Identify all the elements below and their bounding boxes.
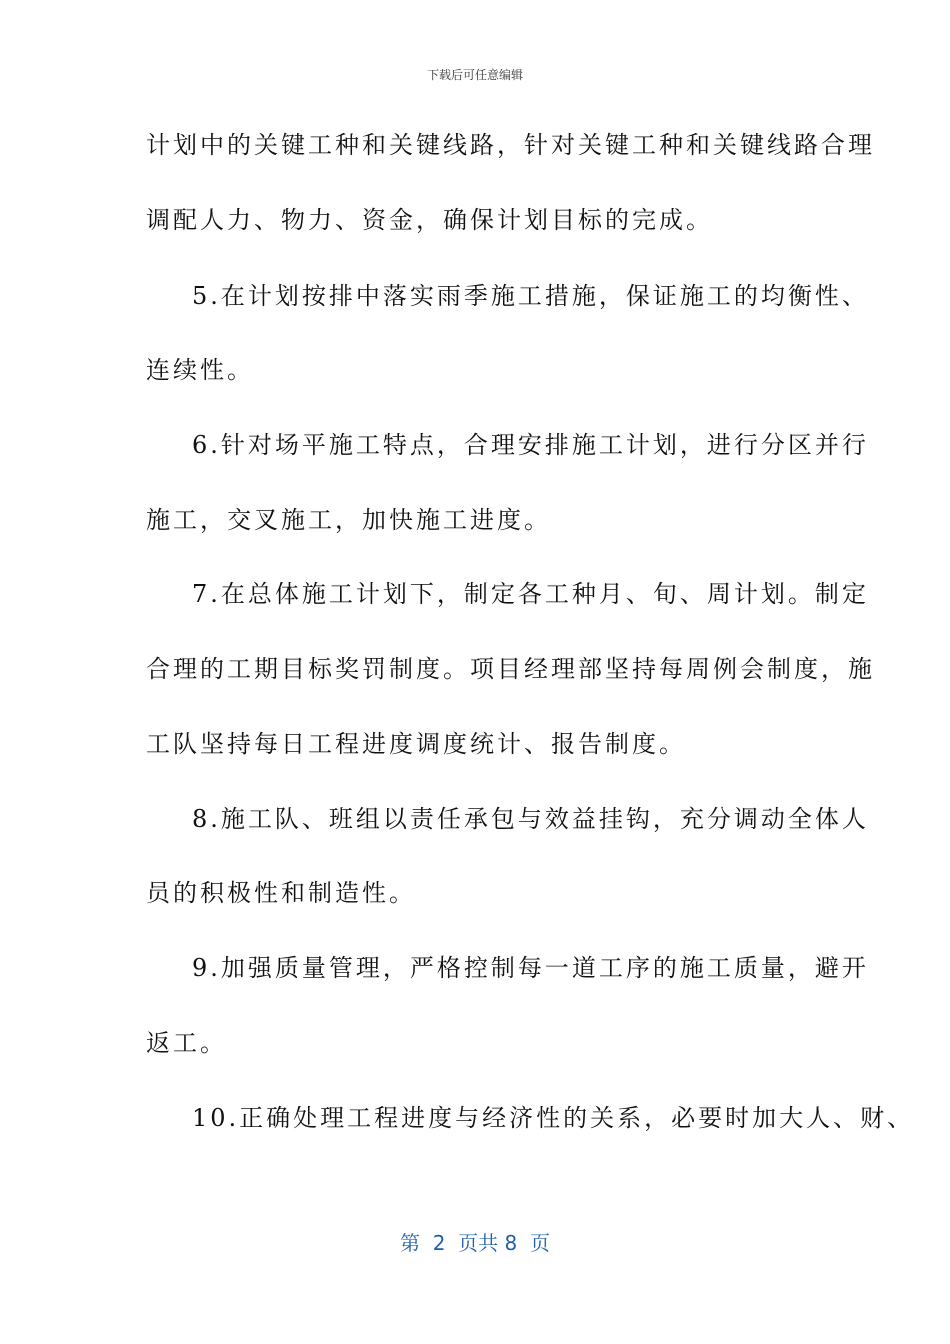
text-line: 连续性。 — [146, 356, 254, 384]
paragraph-5-start: 5.在计划按排中落实雨季施工措施，保证施工的均衡性、 — [192, 282, 869, 310]
text-line: 工队坚持每日工程进度调度统计、报告制度。 — [146, 730, 686, 758]
paragraph-9-start: 9.加强质量管理，严格控制每一道工序的施工质量，避开 — [192, 954, 869, 982]
paragraph-8-start: 8.施工队、班组以责任承包与效益挂钩，充分调动全体人 — [192, 805, 869, 833]
paragraph-7-start: 7.在总体施工计划下，制定各工种月、旬、周计划。制定 — [192, 580, 869, 608]
text-line: 计划中的关键工种和关键线路，针对关键工种和关键线路合理 — [146, 131, 875, 159]
page-header: 下载后可任意编辑 — [426, 68, 523, 82]
text-line: 员的积极性和制造性。 — [146, 879, 416, 907]
paragraph-6-start: 6.针对场平施工特点，合理安排施工计划，进行分区并行 — [192, 431, 869, 459]
text-line: 施工，交叉施工，加快施工进度。 — [146, 506, 551, 534]
text-line: 调配人力、物力、资金，确保计划目标的完成。 — [146, 206, 713, 234]
text-line: 合理的工期目标奖罚制度。项目经理部坚持每周例会制度，施 — [146, 655, 875, 683]
page-number-footer: 第 2 页共 8 页 — [400, 1231, 550, 1255]
text-line: 返工。 — [146, 1029, 227, 1057]
paragraph-10-start: 10.正确处理工程进度与经济性的关系，必要时加大人、财、 — [192, 1104, 915, 1132]
